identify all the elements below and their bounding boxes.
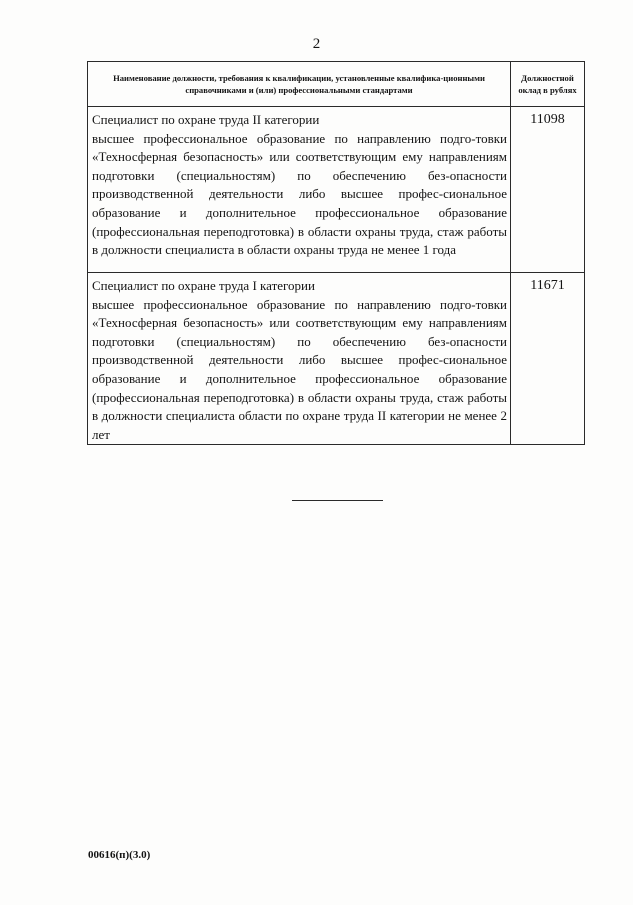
document-code: 00616(п)(3.0)	[88, 849, 151, 861]
table-row	[88, 107, 585, 273]
position-title: Специалист по охране труда I категории	[92, 278, 315, 293]
position-cell	[88, 107, 511, 273]
position-requirements: высшее профессиональное образование по направлению подго-товки «Техносферная безопасность» или соответствующим ему направлениям подготовки (специальностям) по обеспечению без-опасности производственной деятельности либо высшее профес-сиональное образование и дополнительное профессиональное образование (профессиональная переподготовка) в области охраны труда, стаж работы в должности специалиста области по охране труда II категории не менее 2 лет	[92, 296, 507, 442]
salary-cell	[511, 107, 585, 273]
position-cell	[88, 273, 511, 445]
salary-cell	[511, 273, 585, 445]
position-title: Специалист по охране труда II категории	[92, 112, 320, 127]
table-row	[88, 273, 585, 445]
table-header-row	[88, 62, 585, 107]
salary-value: 11671	[530, 278, 565, 293]
header-salary-text: Должностной оклад в рублях	[518, 73, 577, 95]
salary-table	[87, 61, 585, 445]
salary-value: 11098	[530, 112, 565, 127]
header-salary	[511, 62, 585, 107]
position-requirements: высшее профессиональное образование по направлению подго-товки «Техносферная безопасность» или соответствующим ему направлениям подготовки (специальностям) по обеспечению без-опасности производственной деятельности либо высшее профес-сиональное образование и дополнительное профессиональное образование (профессиональная переподготовка) в области охраны труда, стаж работы в должности специалиста в области охраны труда не менее 1 года	[92, 130, 507, 258]
header-position-requirements	[88, 62, 511, 107]
page-number: 2	[312, 36, 321, 52]
closing-separator-line	[292, 500, 383, 501]
header-position-requirements-text: Наименование должности, требования к квалификации, установленные квалифика-ционными справочниками и (или) профессиональными стандартами	[113, 73, 485, 95]
